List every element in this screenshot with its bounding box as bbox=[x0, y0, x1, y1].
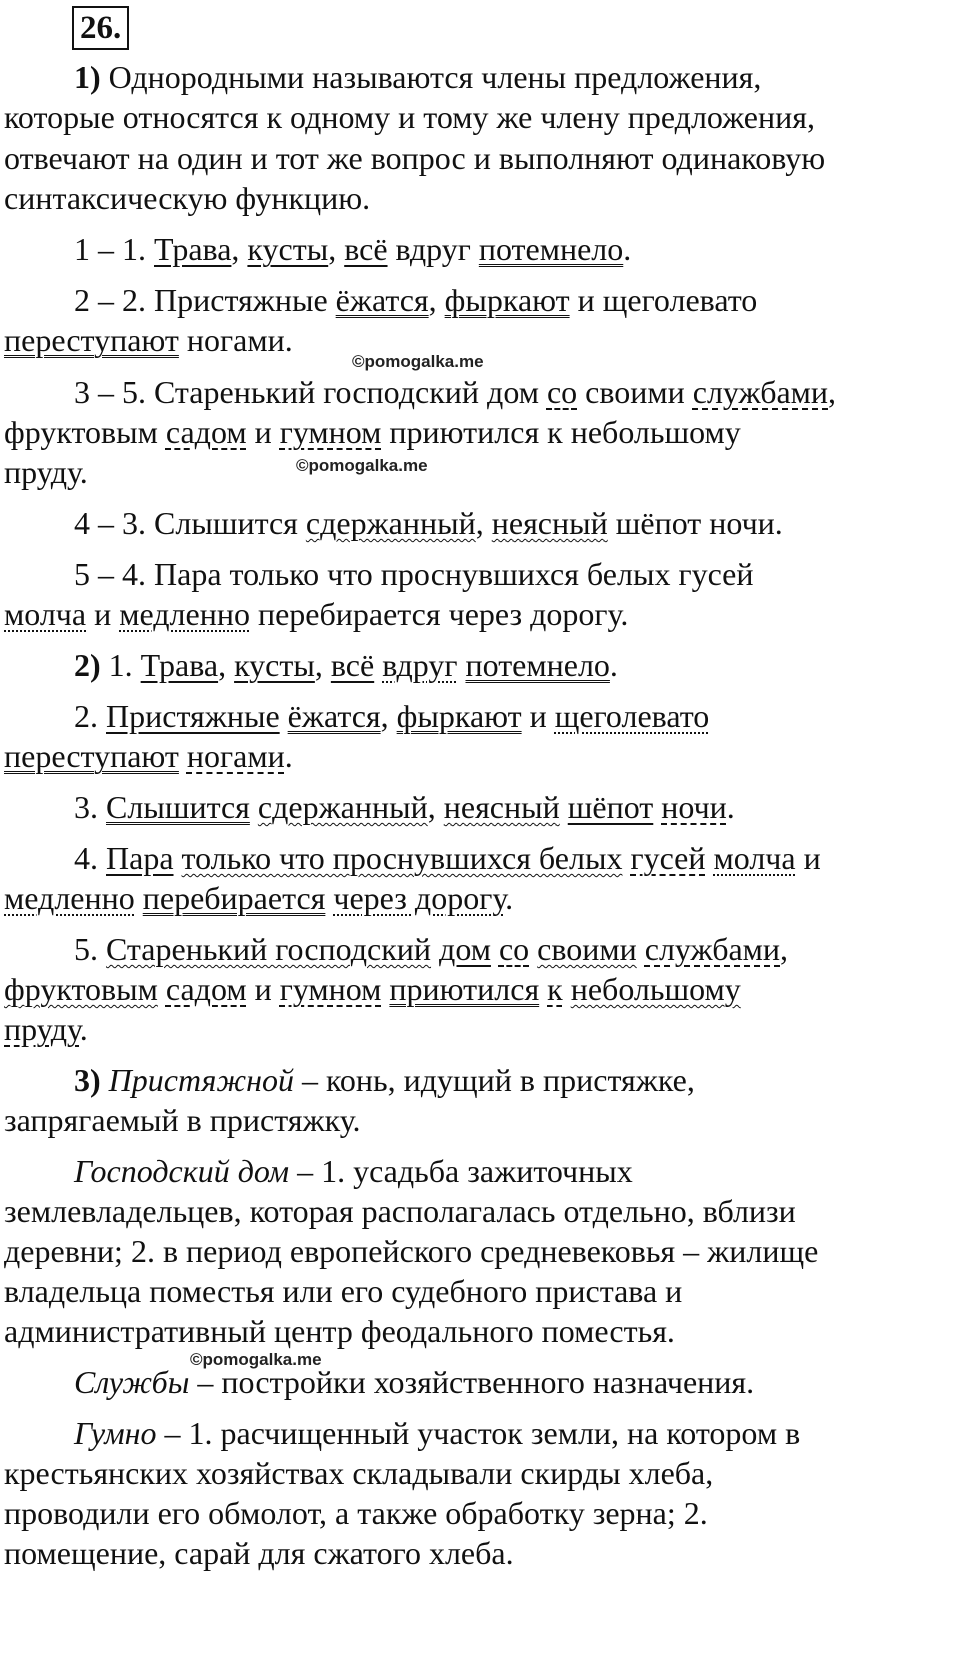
parse-sentence-5-cont: фруктовым садом и гумном приютился к небольшому bbox=[4, 971, 741, 1007]
term-definition-cont: землевладельцев, которая располагалась отдельно, вблизи bbox=[4, 1193, 796, 1229]
term-definition-cont: деревни; 2. в период европейского средневековья – жилище bbox=[4, 1233, 819, 1269]
part-marker: 3) bbox=[74, 1062, 101, 1098]
sentence-1-1: 1 – 1. Трава, кусты, всё вдруг потемнело. bbox=[74, 231, 632, 267]
parse-sentence-2-cont: переступают ногами. bbox=[4, 738, 293, 774]
term-definition-cont: помещение, сарай для сжатого хлеба. bbox=[4, 1535, 514, 1571]
sentence-2-2-cont: переступают ногами. bbox=[4, 322, 293, 358]
sentence-5-4: 5 – 4. Пара только что проснувшихся белых гусей bbox=[74, 556, 754, 592]
parse-sentence-4: 4. Пара только что проснувшихся белых гусей молча и bbox=[74, 840, 821, 876]
sentence-4-3: 4 – 3. Слышится сдержанный, неясный шёпот ночи. bbox=[74, 505, 783, 541]
parse-sentence-5-cont: пруду. bbox=[4, 1011, 88, 1047]
part-marker: 2) bbox=[74, 647, 101, 683]
term-definition-cont: крестьянских хозяйствах складывали скирды хлеба, bbox=[4, 1455, 714, 1491]
definition-line: отвечают на один и тот же вопрос и выполняют одинаковую bbox=[4, 140, 826, 176]
watermark: ©pomogalka.me bbox=[296, 456, 428, 475]
term-definition: Гумно – 1. расчищенный участок земли, на котором в bbox=[74, 1415, 801, 1451]
term-definition: 3) Пристяжной – конь, идущий в пристяжке, bbox=[74, 1062, 695, 1098]
sentence-2-2: 2 – 2. Пристяжные ёжатся, фыркают и щеголевато bbox=[74, 282, 758, 318]
sentence-3-5-cont: фруктовым садом и гумном приютился к небольшому bbox=[4, 414, 741, 450]
term-definition-cont: административный центр феодального поместья. bbox=[4, 1313, 675, 1349]
sentence-5-4-cont: молча и медленно перебирается через дорогу. bbox=[4, 596, 629, 632]
exercise-number: 26. bbox=[72, 6, 129, 50]
parse-sentence-4-cont: медленно перебирается через дорогу. bbox=[4, 880, 514, 916]
term-definition-cont: владельца поместья или его судебного пристава и bbox=[4, 1273, 683, 1309]
definition-line: которые относятся к одному и тому же члену предложения, bbox=[4, 99, 815, 135]
term-definition: Службы – постройки хозяйственного назначения. bbox=[74, 1364, 755, 1400]
term-definition: Господский дом – 1. усадьба зажиточных bbox=[74, 1153, 633, 1189]
watermark: ©pomogalka.me bbox=[352, 352, 484, 371]
parse-sentence-5: 5. Старенький господский дом со своими службами, bbox=[74, 931, 789, 967]
definition-line: синтаксическую функцию. bbox=[4, 180, 371, 216]
watermark: ©pomogalka.me bbox=[190, 1350, 322, 1369]
part-marker: 1) bbox=[74, 59, 101, 95]
parse-sentence-2: 2. Пристяжные ёжатся, фыркают и щеголевато bbox=[74, 698, 710, 734]
parse-sentence-3: 3. Слышится сдержанный, неясный шёпот ночи. bbox=[74, 789, 735, 825]
term-definition-cont: проводили его обмолот, а также обработку зерна; 2. bbox=[4, 1495, 708, 1531]
sentence-3-5-cont: пруду. bbox=[4, 454, 88, 490]
sentence-3-5: 3 – 5. Старенький господский дом со своими службами, bbox=[74, 374, 837, 410]
definition-line: 1) Однородными называются члены предложения, bbox=[74, 59, 762, 95]
parse-sentence-1: 2) 1. Трава, кусты, всё вдруг потемнело. bbox=[74, 647, 618, 683]
term-definition-cont: запрягаемый в пристяжку. bbox=[4, 1102, 361, 1138]
